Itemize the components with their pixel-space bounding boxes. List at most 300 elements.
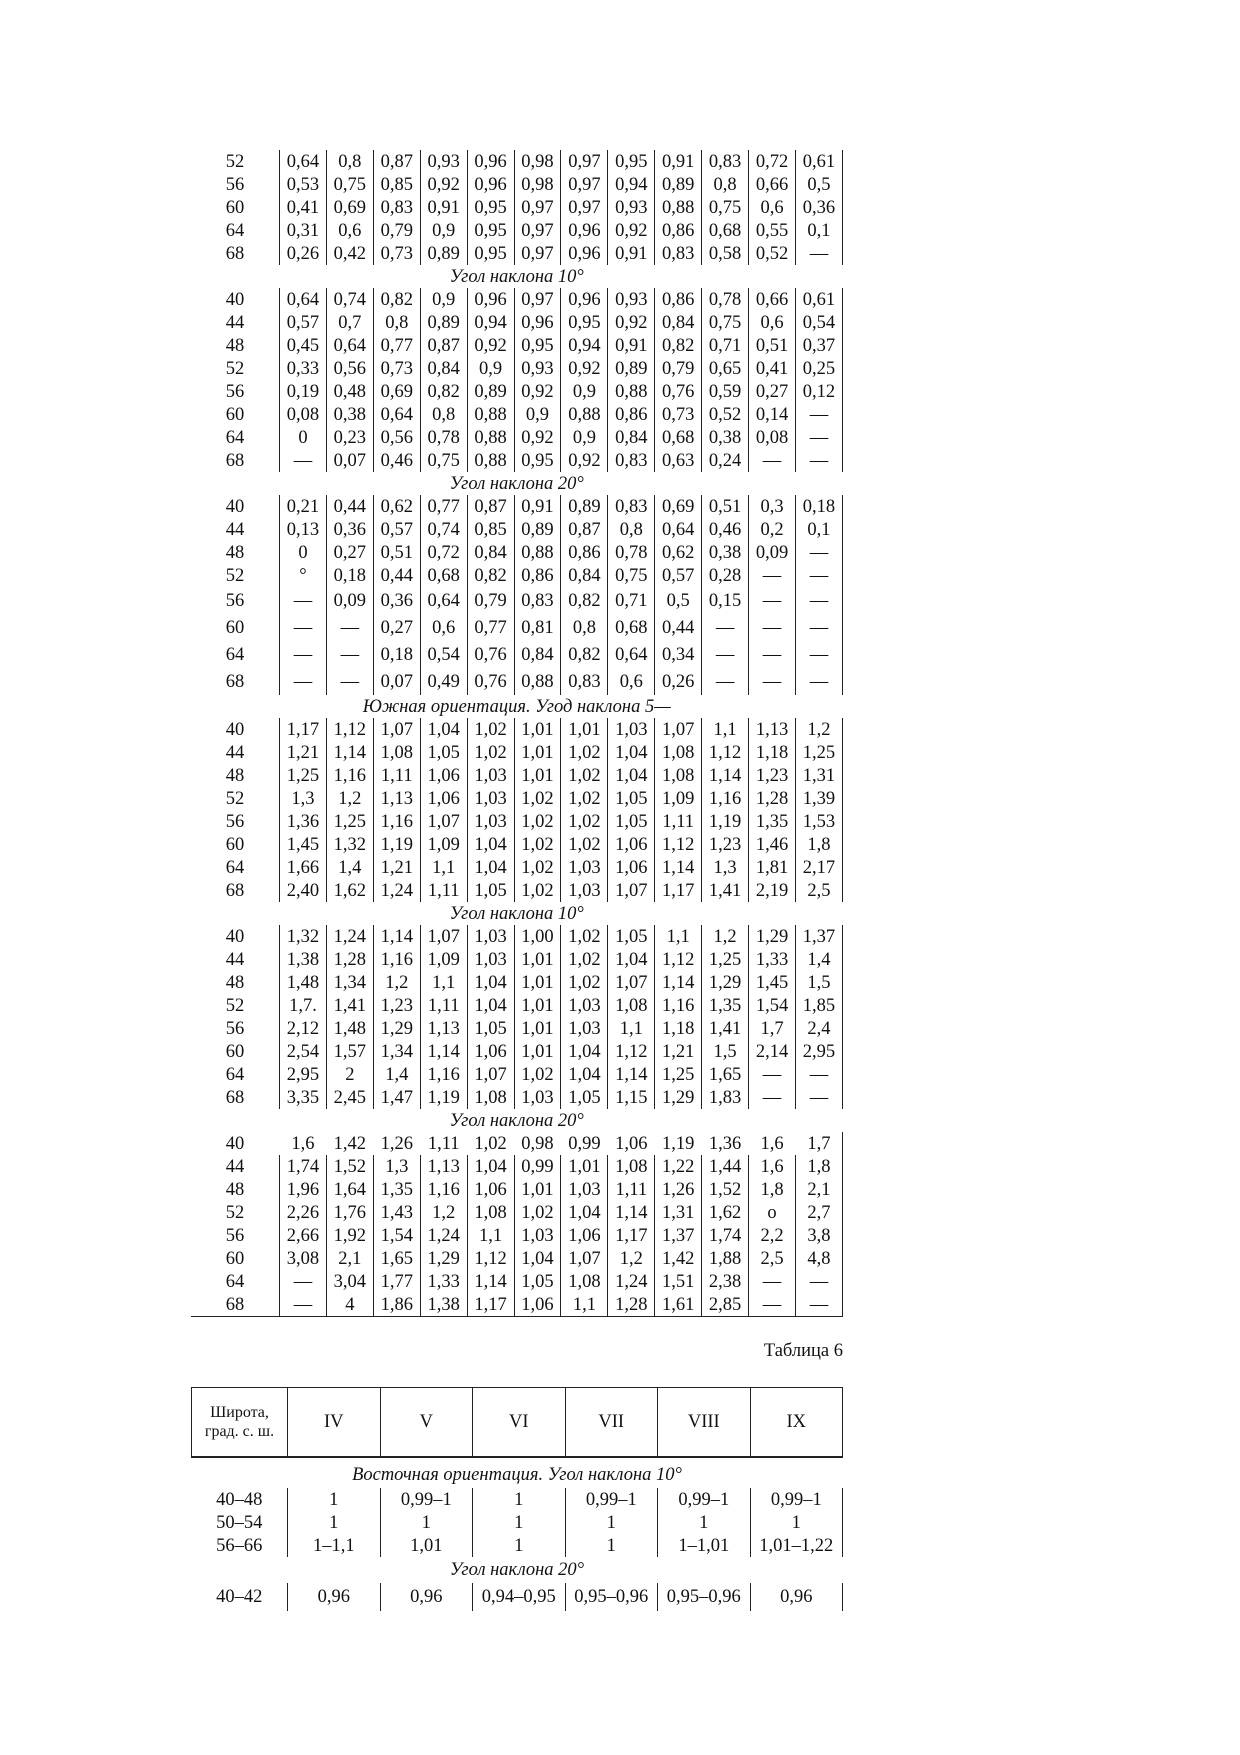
value-cell: 0,97: [561, 173, 608, 196]
latitude-cell: 60: [225, 404, 245, 425]
section-caption-row: [192, 1457, 843, 1488]
table-row: [191, 403, 843, 426]
value-cell: 1,4: [326, 856, 373, 879]
table-row: [191, 1017, 843, 1040]
value-cell: 0,69: [373, 380, 420, 403]
value-cell: 1,11: [608, 1178, 655, 1201]
value-cell: 2,4: [795, 1017, 842, 1040]
value-cell: 2,45: [326, 1086, 373, 1109]
value-cell: 1,1: [655, 925, 702, 948]
value-cell: 0,6: [420, 614, 467, 641]
value-cell: 0,7: [326, 311, 373, 334]
value-cell: 1,01: [561, 1155, 608, 1178]
value-cell: 1,1: [420, 856, 467, 879]
value-cell: 0,95: [467, 196, 514, 219]
value-cell: 1,02: [514, 1201, 561, 1224]
value-cell: —: [795, 564, 842, 587]
latitude-cell: 56: [225, 590, 245, 611]
section-caption: Угол наклона 20°: [449, 473, 584, 494]
value-cell: 0,65: [702, 357, 749, 380]
value-cell: 1,3: [373, 1155, 420, 1178]
table-row: [191, 587, 843, 614]
value-cell: 1,13: [373, 787, 420, 810]
table-row: [191, 150, 843, 173]
value-cell: 0,86: [655, 288, 702, 311]
value-cell: 1,53: [795, 810, 842, 833]
latitude-cell: 40: [225, 1133, 245, 1154]
value-cell: 1,85: [795, 994, 842, 1017]
value-cell: 0,44: [655, 614, 702, 641]
table-row: [191, 971, 843, 994]
value-cell: 0,71: [702, 334, 749, 357]
value-cell: 1,05: [467, 1017, 514, 1040]
table-row: [191, 173, 843, 196]
value-cell: 1,61: [655, 1293, 702, 1317]
value-cell: 0,82: [655, 334, 702, 357]
value-cell: 0,13: [280, 518, 327, 541]
table-row: [191, 787, 843, 810]
value-cell: 1,6: [749, 1155, 796, 1178]
value-cell: 1,11: [420, 879, 467, 902]
value-cell: 1,08: [373, 741, 420, 764]
value-cell: 1,09: [420, 833, 467, 856]
value-cell: 0,54: [795, 311, 842, 334]
latitude-cell: 56: [225, 174, 245, 195]
value-cell: 1,21: [655, 1040, 702, 1063]
value-cell: 1,07: [420, 925, 467, 948]
latitude-cell: 48: [225, 972, 245, 993]
value-cell: 0,28: [702, 564, 749, 587]
value-cell: 0,8: [608, 518, 655, 541]
value-cell: 3,08: [280, 1247, 327, 1270]
value-cell: 1,06: [420, 787, 467, 810]
value-cell: 1,01: [514, 1040, 561, 1063]
value-cell: 3,04: [326, 1270, 373, 1293]
value-cell: 0,45: [280, 334, 327, 357]
month-header: VII: [565, 1388, 658, 1458]
value-cell: 1,08: [608, 994, 655, 1017]
latitude-cell: 56: [225, 1018, 245, 1039]
value-cell: 0,64: [373, 403, 420, 426]
value-cell: 0,92: [608, 219, 655, 242]
value-cell: 1,52: [702, 1178, 749, 1201]
value-cell: 1–1,01: [658, 1534, 751, 1557]
value-cell: 1,45: [749, 971, 796, 994]
latitude-cell: 52: [225, 1202, 245, 1223]
value-cell: —: [749, 1293, 796, 1317]
value-cell: 0,88: [467, 426, 514, 449]
value-cell: 0,96: [467, 150, 514, 173]
value-cell: 1,18: [749, 741, 796, 764]
value-cell: 0,6: [749, 196, 796, 219]
value-cell: 1,86: [373, 1293, 420, 1317]
value-cell: 1,25: [280, 764, 327, 787]
value-cell: 1,12: [655, 948, 702, 971]
section-caption-row: [191, 472, 843, 495]
section-caption-row: [191, 265, 843, 288]
value-cell: 1,65: [702, 1063, 749, 1086]
value-cell: 1,16: [702, 787, 749, 810]
value-cell: 1,26: [380, 1133, 413, 1154]
value-cell: 0,34: [655, 641, 702, 668]
value-cell: 0,84: [467, 541, 514, 564]
value-cell: 1,02: [514, 810, 561, 833]
value-cell: 0,92: [514, 380, 561, 403]
value-cell: 1,35: [702, 994, 749, 1017]
value-cell: 0,82: [561, 587, 608, 614]
value-cell: 1,02: [514, 856, 561, 879]
value-cell: 0,87: [561, 518, 608, 541]
value-cell: 1,37: [655, 1224, 702, 1247]
value-cell: 1,25: [795, 741, 842, 764]
value-cell: 1,01–1,22: [750, 1534, 843, 1557]
latitude-cell: 56: [225, 811, 245, 832]
value-cell: 0,41: [280, 196, 327, 219]
value-cell: 0,6: [326, 219, 373, 242]
latitude-cell: 44: [225, 519, 245, 540]
latitude-cell: 68: [225, 671, 245, 692]
value-cell: 1,29: [702, 971, 749, 994]
value-cell: 0,72: [420, 541, 467, 564]
value-cell: 0,97: [514, 196, 561, 219]
value-cell: 1,01: [514, 764, 561, 787]
table-row: [191, 614, 843, 641]
value-cell: 0,95–0,96: [658, 1583, 751, 1611]
value-cell: 0,81: [514, 614, 561, 641]
value-cell: 1,36: [708, 1133, 742, 1154]
value-cell: 0,9: [420, 288, 467, 311]
latitude-cell: 44: [225, 742, 245, 763]
value-cell: 1,03: [608, 718, 655, 741]
value-cell: 0,53: [280, 173, 327, 196]
table-row: [191, 1293, 843, 1317]
value-cell: 1,36: [280, 810, 327, 833]
value-cell: 0,95–0,96: [565, 1583, 658, 1611]
table-row: [191, 764, 843, 787]
table-row: [191, 948, 843, 971]
value-cell: °: [280, 564, 327, 587]
value-cell: 1,28: [326, 948, 373, 971]
value-cell: 0,75: [326, 173, 373, 196]
section-caption: Угол наклона 10°: [449, 903, 584, 924]
value-cell: 0,73: [373, 242, 420, 265]
table-row: [191, 718, 843, 741]
value-cell: 0,86: [608, 403, 655, 426]
value-cell: 0,23: [326, 426, 373, 449]
value-cell: 0,87: [467, 495, 514, 518]
value-cell: 4: [326, 1293, 373, 1317]
value-cell: 0,46: [702, 518, 749, 541]
table-row: [191, 449, 843, 472]
value-cell: —: [280, 1293, 327, 1317]
value-cell: 0,88: [467, 403, 514, 426]
value-cell: 1,38: [420, 1293, 467, 1317]
value-cell: 0,96: [561, 288, 608, 311]
value-cell: 0,27: [326, 541, 373, 564]
value-cell: —: [795, 641, 842, 668]
value-cell: 0,94: [561, 334, 608, 357]
value-cell: 1,02: [561, 810, 608, 833]
value-cell: 0,75: [420, 449, 467, 472]
value-cell: 1,05: [467, 879, 514, 902]
value-cell: 0,64: [326, 334, 373, 357]
value-cell: 3,35: [280, 1086, 327, 1109]
value-cell: 1,32: [280, 925, 327, 948]
section-caption: Угол наклона 20°: [449, 1560, 585, 1580]
value-cell: 1,02: [561, 948, 608, 971]
value-cell: 2,85: [702, 1293, 749, 1317]
value-cell: 0,84: [420, 357, 467, 380]
value-cell: 0,99–1: [658, 1488, 751, 1511]
table-row: [191, 879, 843, 902]
value-cell: 0,78: [702, 288, 749, 311]
value-cell: 1,14: [608, 1201, 655, 1224]
latitude-cell: 50–54: [216, 1512, 263, 1533]
value-cell: 0,68: [608, 614, 655, 641]
value-cell: 0,84: [655, 311, 702, 334]
value-cell: 0,69: [655, 495, 702, 518]
value-cell: 0,93: [608, 196, 655, 219]
section-caption-row: [191, 1109, 843, 1132]
value-cell: 1,02: [561, 925, 608, 948]
value-cell: 0,97: [514, 288, 561, 311]
value-cell: 0,94–0,95: [473, 1583, 566, 1611]
value-cell: 0,72: [749, 150, 796, 173]
value-cell: 1: [473, 1488, 566, 1511]
value-cell: 1,47: [373, 1086, 420, 1109]
value-cell: 0,92: [561, 357, 608, 380]
value-cell: 1,33: [420, 1270, 467, 1293]
latitude-cell: 68: [191, 1293, 280, 1317]
value-cell: 0,76: [467, 668, 514, 695]
value-cell: 0,51: [749, 334, 796, 357]
value-cell: 1,25: [655, 1063, 702, 1086]
value-cell: 1,12: [608, 1040, 655, 1063]
value-cell: 1,04: [561, 1040, 608, 1063]
value-cell: 1,38: [280, 948, 327, 971]
value-cell: 0,75: [702, 196, 749, 219]
value-cell: 0,97: [514, 242, 561, 265]
value-cell: —: [749, 564, 796, 587]
value-cell: 1,07: [467, 1063, 514, 1086]
table-row: [191, 1270, 843, 1293]
value-cell: 1,46: [749, 833, 796, 856]
value-cell: —: [280, 587, 327, 614]
latitude-header: Широта, град. с. ш.: [192, 1388, 288, 1458]
value-cell: 1,7: [749, 1017, 796, 1040]
value-cell: 2,66: [280, 1224, 327, 1247]
value-cell: 0,92: [561, 449, 608, 472]
value-cell: 4,8: [795, 1247, 842, 1270]
value-cell: 1,14: [608, 1063, 655, 1086]
value-cell: 1,1: [608, 1017, 655, 1040]
value-cell: 1,52: [326, 1155, 373, 1178]
value-cell: 0,9: [561, 426, 608, 449]
value-cell: 0,91: [608, 242, 655, 265]
value-cell: 1,02: [561, 764, 608, 787]
value-cell: 0,96: [750, 1583, 843, 1611]
value-cell: 1,14: [655, 856, 702, 879]
value-cell: 1,19: [420, 1086, 467, 1109]
value-cell: 2: [326, 1063, 373, 1086]
value-cell: 0,86: [561, 541, 608, 564]
value-cell: 0,95: [514, 449, 561, 472]
value-cell: 1,03: [514, 1086, 561, 1109]
value-cell: 1,35: [373, 1178, 420, 1201]
value-cell: 1: [565, 1511, 658, 1534]
value-cell: 0,94: [608, 173, 655, 196]
table-row: [191, 334, 843, 357]
value-cell: 1,29: [420, 1247, 467, 1270]
value-cell: 1,11: [655, 810, 702, 833]
value-cell: 0,82: [467, 564, 514, 587]
value-cell: 1,03: [561, 1017, 608, 1040]
value-cell: 1,8: [795, 1155, 842, 1178]
latitude-cell: 60: [225, 834, 245, 855]
value-cell: 1,74: [702, 1224, 749, 1247]
value-cell: —: [749, 449, 796, 472]
value-cell: 1: [380, 1511, 473, 1534]
value-cell: 1,06: [615, 1133, 648, 1154]
value-cell: 1,35: [749, 810, 796, 833]
value-cell: 1,02: [561, 741, 608, 764]
value-cell: 0,21: [280, 495, 327, 518]
value-cell: 0,2: [749, 518, 796, 541]
value-cell: 0,92: [467, 334, 514, 357]
value-cell: 0,08: [749, 426, 796, 449]
value-cell: 1,19: [662, 1133, 695, 1154]
table-row: [191, 994, 843, 1017]
value-cell: 1,01: [561, 718, 608, 741]
value-cell: 1,29: [655, 1086, 702, 1109]
value-cell: 0,74: [420, 518, 467, 541]
table-row: [192, 1583, 843, 1611]
value-cell: 0,62: [655, 541, 702, 564]
table-row: [191, 641, 843, 668]
value-cell: 1,1: [420, 971, 467, 994]
section-caption-row: [191, 695, 843, 718]
value-cell: 0,62: [373, 495, 420, 518]
value-cell: 0,94: [467, 311, 514, 334]
table-6-caption: Таблица 6: [763, 1341, 843, 1361]
month-header: VIII: [658, 1388, 751, 1458]
value-cell: 1,62: [326, 879, 373, 902]
value-cell: 0,75: [702, 311, 749, 334]
value-cell: 1,41: [702, 1017, 749, 1040]
table-row: [191, 219, 843, 242]
value-cell: 1,28: [749, 787, 796, 810]
value-cell: —: [795, 449, 842, 472]
value-cell: 0,85: [373, 173, 420, 196]
value-cell: 1,2: [702, 925, 749, 948]
value-cell: 2,26: [280, 1201, 327, 1224]
latitude-cell: 48: [225, 765, 245, 786]
value-cell: 1,01: [514, 1017, 561, 1040]
value-cell: 0,78: [420, 426, 467, 449]
value-cell: 0,07: [326, 449, 373, 472]
value-cell: 0,97: [561, 196, 608, 219]
value-cell: 0,56: [326, 357, 373, 380]
value-cell: 0,51: [373, 541, 420, 564]
value-cell: 0,88: [561, 403, 608, 426]
section-caption: Угол наклона 20°: [449, 1110, 584, 1131]
value-cell: 1,05: [561, 1086, 608, 1109]
value-cell: 0,77: [420, 495, 467, 518]
value-cell: 1: [565, 1534, 658, 1557]
value-cell: 1,07: [420, 810, 467, 833]
value-cell: 0,36: [326, 518, 373, 541]
value-cell: 1,02: [561, 787, 608, 810]
table-row: [191, 856, 843, 879]
table-row: [191, 541, 843, 564]
value-cell: 0,66: [749, 288, 796, 311]
value-cell: 1,04: [608, 741, 655, 764]
latitude-cell: 68: [225, 1087, 245, 1108]
table-row: [191, 1155, 843, 1178]
value-cell: 1,23: [702, 833, 749, 856]
value-cell: 0,63: [655, 449, 702, 472]
value-cell: 1: [288, 1488, 381, 1511]
value-cell: 1,12: [467, 1247, 514, 1270]
value-cell: 1,02: [514, 1063, 561, 1086]
value-cell: 0,36: [373, 587, 420, 614]
value-cell: 0,07: [373, 668, 420, 695]
value-cell: 1,03: [467, 787, 514, 810]
value-cell: 1,06: [420, 764, 467, 787]
value-cell: 1,06: [561, 1224, 608, 1247]
value-cell: —: [280, 641, 327, 668]
value-cell: —: [280, 449, 327, 472]
value-cell: 1,34: [373, 1040, 420, 1063]
value-cell: —: [749, 614, 796, 641]
value-cell: 1,62: [702, 1201, 749, 1224]
value-cell: 0,79: [373, 219, 420, 242]
value-cell: 0,5: [795, 173, 842, 196]
latitude-cell: 40: [225, 926, 245, 947]
value-cell: 0,09: [326, 587, 373, 614]
value-cell: 1,04: [608, 948, 655, 971]
value-cell: 0,9: [467, 357, 514, 380]
value-cell: 1,02: [514, 879, 561, 902]
value-cell: 0,8: [326, 150, 373, 173]
value-cell: 1,48: [280, 971, 327, 994]
value-cell: 1,14: [326, 741, 373, 764]
value-cell: 1,2: [326, 787, 373, 810]
value-cell: 1,09: [655, 787, 702, 810]
value-cell: 0,1: [795, 219, 842, 242]
latitude-cell: 44: [225, 949, 245, 970]
table-row: [191, 1086, 843, 1109]
value-cell: 0,38: [326, 403, 373, 426]
value-cell: 1,16: [655, 994, 702, 1017]
value-cell: 2,19: [749, 879, 796, 902]
table-row: [191, 925, 843, 948]
value-cell: 0,51: [702, 495, 749, 518]
value-cell: 0,9: [514, 403, 561, 426]
latitude-cell: 44: [225, 1156, 245, 1177]
value-cell: 0,99–1: [565, 1488, 658, 1511]
value-cell: 1,03: [561, 879, 608, 902]
value-cell: 0,98: [514, 173, 561, 196]
value-cell: 0,87: [373, 150, 420, 173]
value-cell: 0,92: [608, 311, 655, 334]
value-cell: 1,16: [373, 810, 420, 833]
value-cell: 1,31: [795, 764, 842, 787]
value-cell: 0,24: [702, 449, 749, 472]
value-cell: 1,8: [795, 833, 842, 856]
value-cell: 2,14: [749, 1040, 796, 1063]
value-cell: 1,3: [280, 787, 327, 810]
